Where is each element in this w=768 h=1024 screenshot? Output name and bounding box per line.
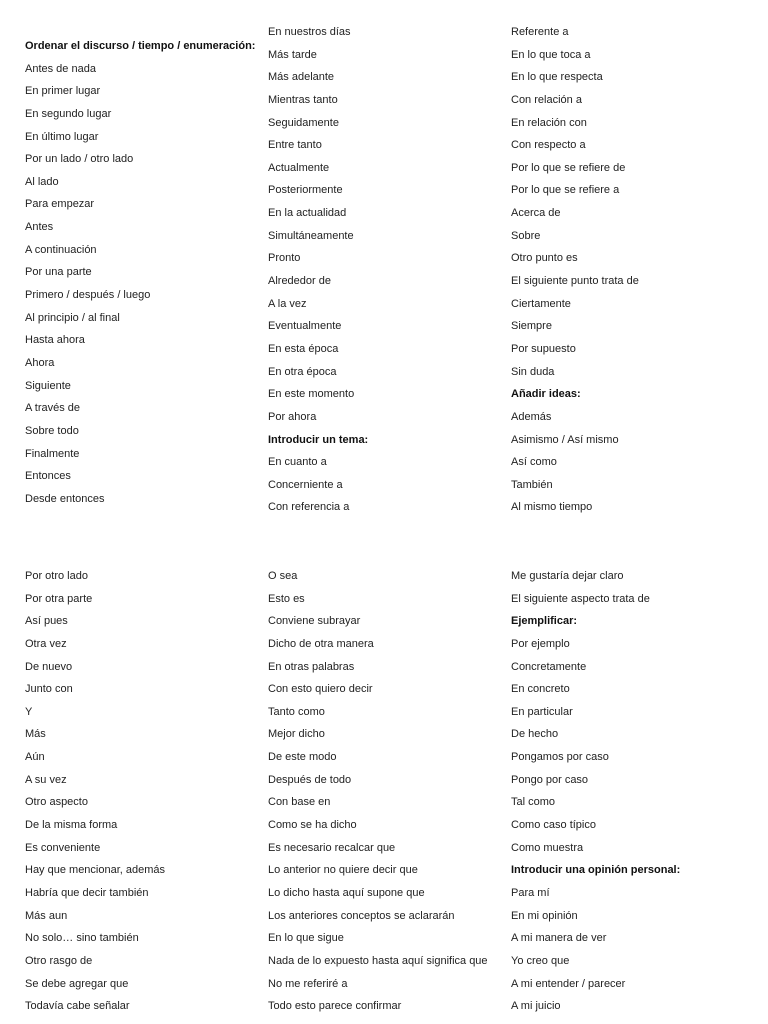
connector-phrase: Es conveniente — [25, 841, 101, 854]
connector-phrase: No me referiré a — [268, 977, 348, 990]
connector-phrase: Concretamente — [511, 660, 587, 673]
connector-phrase: Se debe agregar que — [25, 977, 129, 990]
connector-phrase: A continuación — [25, 243, 97, 256]
connector-phrase: Tal como — [511, 796, 556, 809]
connector-phrase: Por un lado / otro lado — [25, 153, 134, 166]
connector-phrase: Como muestra — [511, 841, 584, 854]
connector-phrase: Así pues — [25, 615, 68, 628]
connector-phrase: Más — [25, 728, 46, 741]
connector-phrase: En otra época — [268, 365, 337, 378]
connector-phrase: Hasta ahora — [25, 334, 85, 347]
connector-phrase: Concerniente a — [268, 478, 343, 491]
connector-phrase: Tanto como — [268, 705, 325, 718]
connector-phrase: Por ahora — [268, 410, 317, 423]
connector-phrase: En lo que toca a — [511, 48, 591, 61]
connector-phrase: Entre tanto — [268, 139, 322, 152]
connector-phrase: Referente a — [511, 26, 569, 38]
connector-phrase: Siempre — [511, 320, 552, 333]
connector-phrase: Ciertamente — [511, 297, 571, 310]
connector-phrase: Antes — [25, 221, 54, 234]
connector-phrase: Y — [25, 705, 33, 718]
section-heading: Ejemplificar: — [511, 615, 578, 628]
connector-phrase: El siguiente punto trata de — [511, 275, 639, 288]
connector-phrase: En particular — [511, 705, 573, 718]
connector-phrase: En este momento — [268, 388, 355, 401]
connector-phrase: No solo… sino también — [25, 932, 139, 945]
connector-phrase: Simultáneamente — [268, 229, 354, 242]
connector-phrase: Para mí — [511, 886, 550, 899]
connector-phrase: Otro rasgo de — [25, 954, 93, 967]
connector-phrase: Como caso típico — [511, 819, 596, 832]
connector-phrase: Aún — [25, 751, 45, 764]
connector-phrase: Todo esto parece confirmar — [268, 1000, 402, 1013]
section-heading: Introducir una opinión personal: — [511, 864, 681, 877]
connector-phrase: De nuevo — [25, 660, 73, 673]
connector-phrase: En otras palabras — [268, 660, 355, 673]
connector-phrase: Me gustaría dejar claro — [511, 570, 624, 582]
connector-phrase: Los anteriores conceptos se aclararán — [268, 909, 455, 922]
connector-phrase: De la misma forma — [25, 819, 118, 832]
connector-phrase: O sea — [268, 570, 298, 582]
connector-phrase: En lo que sigue — [268, 932, 344, 945]
connector-phrase: Otro punto es — [511, 252, 578, 265]
connector-phrase: Más adelante — [268, 71, 335, 84]
connector-phrase: A mi manera de ver — [511, 932, 607, 945]
connector-phrase: Al mismo tiempo — [511, 501, 593, 514]
connector-phrase: Pongo por caso — [511, 773, 589, 786]
connector-phrase: Yo creo que — [511, 954, 570, 967]
connector-phrase: En lo que respecta — [511, 71, 603, 84]
connector-phrase: Más aun — [25, 909, 68, 922]
connector-phrase: Después de todo — [268, 773, 352, 786]
connector-phrase: En cuanto a — [268, 456, 327, 469]
connector-phrase: Lo anterior no quiere decir que — [268, 864, 418, 877]
connector-phrase: Al principio / al final — [25, 311, 120, 324]
connector-phrase: Acerca de — [511, 207, 561, 220]
connector-phrase: Por ejemplo — [511, 637, 570, 650]
connector-phrase: También — [511, 478, 553, 491]
connector-phrase: Esto es — [268, 592, 305, 605]
connector-phrase: En concreto — [511, 683, 570, 696]
connector-phrase: Por lo que se refiere de — [511, 161, 626, 174]
connector-phrase: Conviene subrayar — [268, 615, 361, 628]
top-column-2 — [268, 23, 506, 521]
top-column-3 — [511, 23, 749, 521]
connector-phrase: Con respecto a — [511, 139, 586, 152]
connector-phrase: Pongamos por caso — [511, 751, 609, 764]
connector-phrase: Para empezar — [25, 198, 95, 211]
connector-phrase: Mientras tanto — [268, 93, 338, 106]
connector-phrase: En primer lugar — [25, 85, 101, 98]
connector-phrase: Mejor dicho — [268, 728, 325, 741]
section-heading: Ordenar el discurso / tiempo / enumeración: — [25, 40, 256, 52]
connector-phrase: De hecho — [511, 728, 559, 741]
bottom-column-1 — [25, 567, 263, 1020]
connector-phrase: Nada de lo expuesto hasta aquí significa que — [268, 954, 488, 967]
connector-phrase: Además — [511, 410, 552, 423]
connector-phrase: A mi juicio — [511, 1000, 561, 1013]
connector-phrase: Dicho de otra manera — [268, 637, 374, 650]
connector-phrase: Finalmente — [25, 447, 80, 460]
connector-phrase: Por otro lado — [25, 570, 88, 582]
connector-phrase: En segundo lugar — [25, 107, 112, 120]
connector-phrase: Sobre — [511, 229, 541, 242]
connector-phrase: Al lado — [25, 175, 59, 188]
connector-phrase: Hay que mencionar, además — [25, 864, 166, 877]
connector-phrase: Con base en — [268, 796, 331, 809]
connector-phrase: Pronto — [268, 252, 301, 265]
section-heading: Introducir un tema: — [268, 433, 369, 446]
connector-phrase: Más tarde — [268, 48, 317, 61]
connector-phrase: Como se ha dicho — [268, 819, 357, 832]
connector-phrase: Así como — [511, 456, 557, 469]
connector-phrase: Primero / después / luego — [25, 289, 151, 302]
connector-phrase: Otro aspecto — [25, 796, 88, 809]
connector-phrase: Todavía cabe señalar — [25, 1000, 130, 1013]
connector-phrase: Otra vez — [25, 637, 67, 650]
connector-phrase: Eventualmente — [268, 320, 342, 333]
connector-phrase: Entonces — [25, 470, 71, 483]
connector-phrase: Por lo que se refiere a — [511, 184, 620, 197]
column-spacer — [25, 23, 263, 37]
connector-phrase: Sin duda — [511, 365, 555, 378]
connector-phrase: Habría que decir también — [25, 886, 149, 899]
bottom-column-3 — [511, 567, 749, 1020]
connector-phrase: Junto con — [25, 683, 73, 696]
connector-phrase: Antes de nada — [25, 62, 96, 75]
connector-phrase: A través de — [25, 402, 81, 415]
connector-phrase: Asimismo / Así mismo — [511, 433, 619, 446]
connector-phrase: En relación con — [511, 116, 587, 129]
top-column-1 — [25, 23, 263, 512]
connector-phrase: Lo dicho hasta aquí supone que — [268, 886, 425, 899]
connector-phrase: Por otra parte — [25, 592, 93, 605]
connector-phrase: Es necesario recalcar que — [268, 841, 396, 854]
connector-phrase: Sobre todo — [25, 424, 79, 437]
connector-phrase: Desde entonces — [25, 492, 105, 505]
connector-phrase: Alrededor de — [268, 275, 331, 288]
connector-phrase: A su vez — [25, 773, 67, 786]
connector-phrase: El siguiente aspecto trata de — [511, 592, 650, 605]
connector-phrase: Con referencia a — [268, 501, 350, 514]
bottom-column-2 — [268, 567, 506, 1020]
section-heading: Añadir ideas: — [511, 388, 581, 401]
connector-phrase: De este modo — [268, 751, 337, 764]
connector-phrase: En nuestros días — [268, 26, 351, 38]
connector-phrase: Siguiente — [25, 379, 71, 392]
connector-phrase: Por supuesto — [511, 342, 576, 355]
connector-phrase: A la vez — [268, 297, 307, 310]
connector-phrase: Por una parte — [25, 266, 92, 279]
connector-phrase: Ahora — [25, 356, 55, 369]
connector-phrase: En mi opinión — [511, 909, 578, 922]
connector-phrase: Actualmente — [268, 161, 330, 174]
connector-phrase: Con esto quiero decir — [268, 683, 373, 696]
connector-phrase: Con relación a — [511, 93, 582, 106]
connector-phrase: En esta época — [268, 342, 339, 355]
connector-phrase: A mi entender / parecer — [511, 977, 626, 990]
connector-phrase: En la actualidad — [268, 207, 347, 220]
connector-phrase: Posteriormente — [268, 184, 343, 197]
connector-phrase: En último lugar — [25, 130, 99, 143]
connector-phrase: Seguidamente — [268, 116, 339, 129]
